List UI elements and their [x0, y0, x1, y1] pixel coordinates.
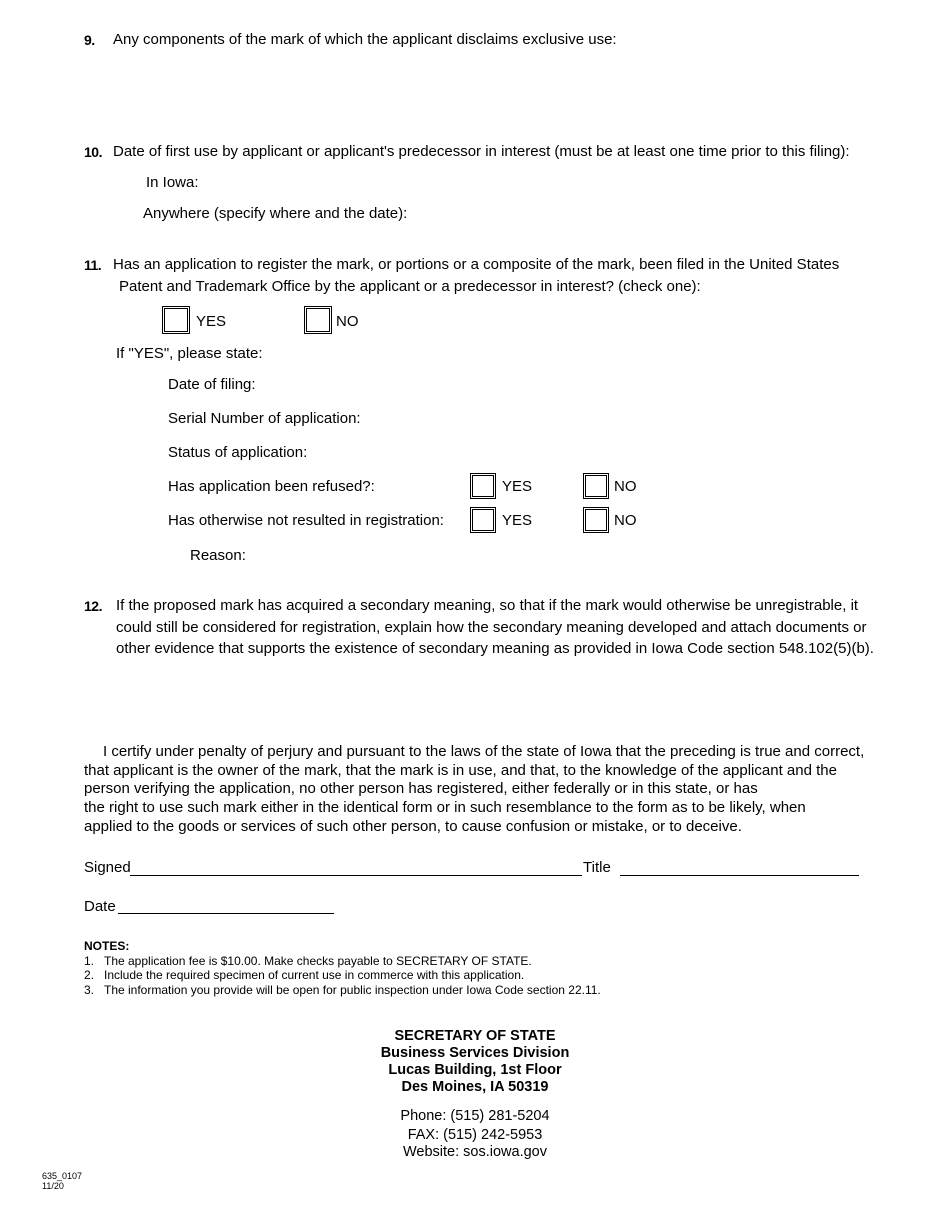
date-label: Date	[84, 898, 116, 915]
title-label: Title	[583, 859, 611, 876]
refused-no-label: NO	[614, 478, 637, 495]
form-date: 11/20	[42, 1181, 64, 1191]
not-resulted-yes-label: YES	[502, 512, 533, 529]
address-line2: Business Services Division	[380, 1045, 570, 1061]
date-line[interactable]	[118, 913, 334, 914]
form-code: 635_0107	[42, 1171, 83, 1181]
address-line3: Lucas Building, 1st Floor	[388, 1062, 562, 1078]
certify-line4: the right to use such mark either in the identical form or in such resemblance to the form as to be likely, when	[84, 799, 806, 816]
q10-number: 10.	[84, 144, 102, 160]
not-resulted-no-label: NO	[614, 512, 637, 529]
q11-if-yes-label: If "YES", please state:	[116, 345, 263, 362]
certify-line2: that applicant is the owner of the mark, that the mark is in use, and that, to the knowledge of the applicant and the	[84, 762, 837, 779]
q10-text: Date of first use by applicant or applicant's predecessor in interest (must be at least one time prior to this filing):	[113, 143, 850, 160]
not-resulted-yes-checkbox[interactable]	[470, 507, 496, 533]
notes-heading: NOTES:	[84, 939, 130, 953]
not-resulted-no-checkbox[interactable]	[583, 507, 609, 533]
q11-no-checkbox[interactable]	[304, 306, 332, 334]
note-1-number: 1.	[84, 954, 95, 968]
note-2-number: 2.	[84, 968, 95, 982]
address-line1: SECRETARY OF STATE	[394, 1028, 556, 1044]
address-fax: FAX: (515) 242-5953	[407, 1127, 543, 1143]
address-phone: Phone: (515) 281-5204	[400, 1108, 550, 1124]
q9-number: 9.	[84, 32, 95, 48]
q12-text-line1: If the proposed mark has acquired a secondary meaning, so that if the mark would otherwise be unregistrable, it	[116, 597, 859, 614]
q11-yes-label: YES	[196, 313, 227, 330]
q11-no-label: NO	[336, 313, 359, 330]
address-line4: Des Moines, IA 50319	[401, 1079, 549, 1095]
certify-line1: I certify under penalty of perjury and pursuant to the laws of the state of Iowa that the preceding is true and correct,	[103, 743, 865, 760]
q11-refused-label: Has application been refused?:	[168, 478, 375, 495]
note-2-text: Include the required specimen of current use in commerce with this application.	[104, 968, 525, 982]
q11-text-line1: Has an application to register the mark, or portions or a composite of the mark, been filed in the United States	[113, 256, 840, 273]
q10-iowa-label: In Iowa:	[146, 174, 199, 191]
title-line[interactable]	[620, 875, 859, 876]
q12-text-line3: other evidence that supports the existence of secondary meaning as provided in Iowa Code section 548.102(5)(b).	[116, 640, 874, 657]
q10-anywhere-label: Anywhere (specify where and the date):	[143, 205, 408, 222]
note-3-number: 3.	[84, 983, 95, 997]
q11-status-label: Status of application:	[168, 444, 308, 461]
address-website: Website: sos.iowa.gov	[403, 1144, 547, 1160]
certify-line3: person verifying the application, no other person has registered, either federally or in this state, or has	[84, 780, 758, 797]
q9-text: Any components of the mark of which the applicant disclaims exclusive use:	[113, 31, 617, 48]
q11-serial-label: Serial Number of application:	[168, 410, 361, 427]
q11-date-of-filing-label: Date of filing:	[168, 376, 256, 393]
signed-label: Signed	[84, 859, 131, 876]
certify-line5: applied to the goods or services of such other person, to cause confusion or mistake, or to deceive.	[84, 818, 742, 835]
q11-text-line2: Patent and Trademark Office by the applicant or a predecessor in interest? (check one):	[119, 278, 701, 295]
refused-yes-label: YES	[502, 478, 533, 495]
q12-number: 12.	[84, 598, 102, 614]
signed-line[interactable]	[130, 875, 582, 876]
q12-text-line2: could still be considered for registration, explain how the secondary meaning developed and attach documents or	[116, 619, 867, 636]
note-3-text: The information you provide will be open for public inspection under Iowa Code section 22.11.	[104, 983, 601, 997]
q11-number: 11.	[84, 257, 102, 273]
q11-reason-label: Reason:	[190, 547, 246, 564]
note-1-text: The application fee is $10.00. Make checks payable to SECRETARY OF STATE.	[104, 954, 532, 968]
refused-no-checkbox[interactable]	[583, 473, 609, 499]
q11-not-resulted-label: Has otherwise not resulted in registration:	[168, 512, 444, 529]
refused-yes-checkbox[interactable]	[470, 473, 496, 499]
q11-yes-checkbox[interactable]	[162, 306, 190, 334]
